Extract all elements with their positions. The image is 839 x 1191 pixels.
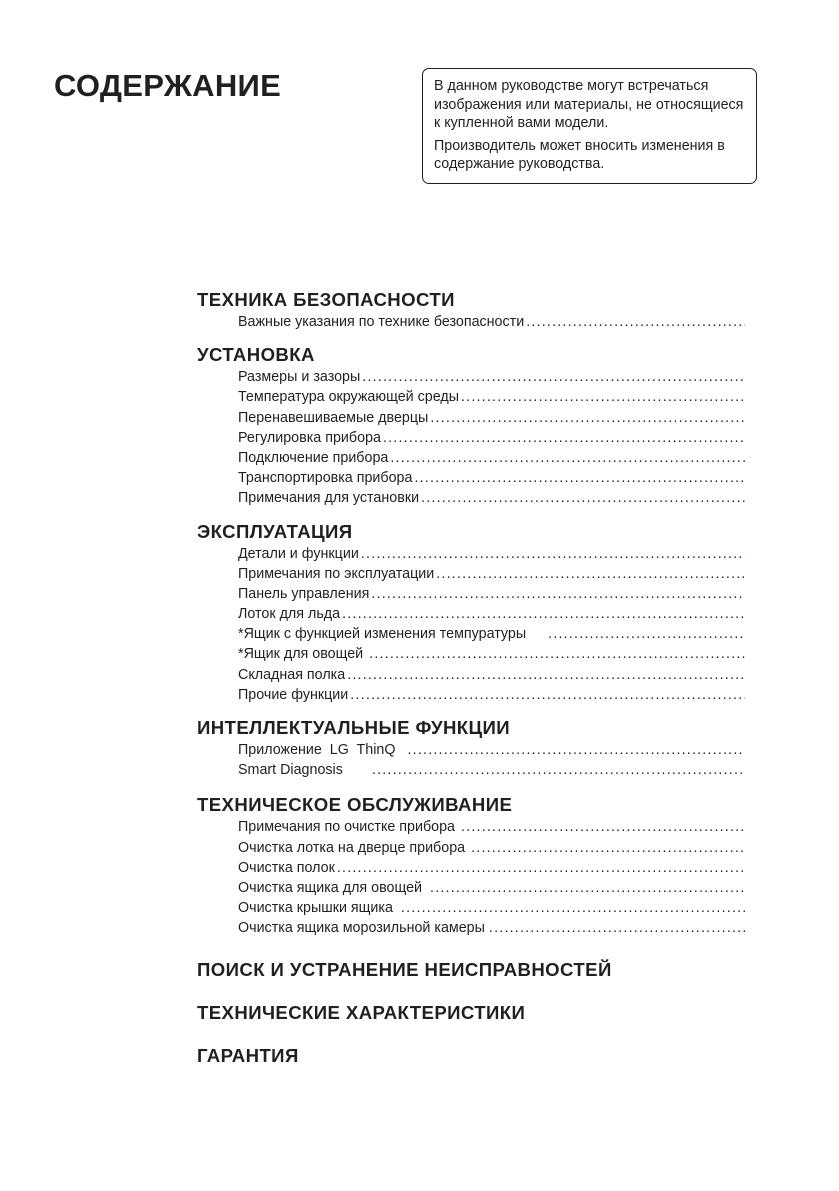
notice-paragraph-changes: Производитель может вносить изменения в содержание руководства. xyxy=(434,137,725,172)
toc-section-maintenance xyxy=(197,793,745,938)
dot-leader xyxy=(421,488,745,508)
dot-leader xyxy=(408,740,746,760)
toc-item[interactable] xyxy=(238,760,745,780)
toc-item[interactable] xyxy=(238,665,745,685)
toc-item[interactable] xyxy=(238,312,745,332)
toc-section-title[interactable]: УСТАНОВКА xyxy=(197,344,315,366)
notice-paragraph-images: В данном руководстве могут встречаться изображения или материалы, не относящиеся к купленной вами модели. xyxy=(434,78,744,131)
toc-section-title[interactable]: ЭКСПЛУАТАЦИЯ xyxy=(197,520,353,542)
dot-leader xyxy=(361,544,745,564)
toc-section-title[interactable]: ИНТЕЛЛЕКТУАЛЬНЫЕ ФУНКЦИИ xyxy=(197,717,511,738)
toc-section-smart-functions xyxy=(197,716,745,780)
dot-leader xyxy=(461,387,745,407)
table-of-contents xyxy=(197,288,745,1068)
toc-item-label: Подключение прибора xyxy=(238,449,389,466)
toc-item[interactable] xyxy=(238,367,745,387)
toc-item[interactable] xyxy=(238,564,745,584)
dot-leader xyxy=(347,665,745,685)
toc-section-title[interactable]: ГАРАНТИЯ xyxy=(197,1044,299,1066)
toc-item-list xyxy=(197,740,745,780)
toc-item[interactable] xyxy=(238,817,745,837)
dot-leader xyxy=(383,428,745,448)
dot-leader xyxy=(489,918,745,938)
toc-section-title[interactable]: ТЕХНИКА БЕЗОПАСНОСТИ xyxy=(197,289,455,310)
toc-section-safety xyxy=(197,288,745,332)
toc-item[interactable] xyxy=(238,858,745,878)
toc-item-label: Размеры и зазоры xyxy=(238,369,361,386)
toc-item[interactable] xyxy=(238,544,745,564)
toc-section-title[interactable]: ТЕХНИЧЕСКОЕ ОБСЛУЖИВАНИЕ xyxy=(197,794,513,816)
toc-item-label: Лоток для льда xyxy=(238,606,341,623)
toc-item[interactable] xyxy=(238,604,745,624)
toc-item-label: Очистка лотка на дверце прибора xyxy=(238,839,466,856)
toc-item-label: Важные указания по технике безопасности xyxy=(238,314,525,330)
toc-section-title[interactable]: ПОИСК И УСТРАНЕНИЕ НЕИСПРАВНОСТЕЙ xyxy=(197,958,612,980)
toc-item[interactable] xyxy=(238,428,745,448)
dot-leader xyxy=(342,604,745,624)
toc-item[interactable] xyxy=(238,584,745,604)
toc-item[interactable] xyxy=(238,878,745,898)
toc-item-label: Приложение LG ThinQ xyxy=(238,742,396,758)
dot-leader xyxy=(471,838,745,858)
dot-leader xyxy=(548,624,745,644)
toc-item-label: *Ящик с функцией изменения темпуратуры xyxy=(238,626,527,643)
dot-leader xyxy=(372,760,745,780)
model-disclaimer-notice xyxy=(422,68,757,184)
toc-item-label: Примечания по эксплуатации xyxy=(238,565,435,582)
toc-item[interactable] xyxy=(238,918,745,938)
toc-item-label: Прочие функции xyxy=(238,686,349,703)
toc-item-label: Очистка ящика морозильной камеры xyxy=(238,920,485,937)
dot-leader xyxy=(337,858,745,878)
dot-leader xyxy=(430,878,745,898)
toc-item[interactable] xyxy=(238,448,745,468)
dot-leader xyxy=(390,448,745,468)
dot-leader xyxy=(430,408,745,428)
toc-item[interactable] xyxy=(238,408,745,428)
toc-item-label: Smart Diagnosis xyxy=(238,762,343,779)
toc-section-specifications xyxy=(197,1001,745,1025)
toc-item[interactable] xyxy=(238,624,745,644)
toc-item-label: Детали и функции xyxy=(238,545,359,562)
toc-item-label: Перенавешиваемые дверцы xyxy=(238,409,429,426)
toc-item[interactable] xyxy=(238,488,745,508)
toc-item[interactable] xyxy=(238,644,745,664)
toc-item-label: Температура окружающей среды xyxy=(238,389,459,406)
toc-item-list xyxy=(197,817,745,938)
dot-leader xyxy=(362,367,745,387)
toc-item-label: Складная полка xyxy=(238,666,346,683)
toc-item-label: Примечания для установки xyxy=(238,490,420,507)
dot-leader xyxy=(414,468,745,488)
toc-section-warranty xyxy=(197,1044,745,1068)
dot-leader xyxy=(436,564,745,584)
toc-section-title[interactable]: ТЕХНИЧЕСКИЕ ХАРАКТЕРИСТИКИ xyxy=(197,1001,526,1023)
toc-item-label: Примечания по очистке прибора xyxy=(238,819,456,836)
toc-item-list xyxy=(197,367,745,508)
dot-leader xyxy=(350,685,745,705)
toc-item-label: Транспортировка прибора xyxy=(238,470,413,487)
dot-leader xyxy=(401,898,745,918)
toc-item-label: Очистка крышки ящика xyxy=(238,900,393,917)
dot-leader xyxy=(371,584,745,604)
toc-section-troubleshooting xyxy=(197,958,745,982)
toc-item[interactable] xyxy=(238,685,745,705)
toc-item[interactable] xyxy=(238,468,745,488)
toc-item-label: Очистка ящика для овощей xyxy=(238,879,423,896)
toc-section-installation xyxy=(197,343,745,508)
dot-leader xyxy=(461,817,745,837)
toc-item-label: *Ящик для овощей xyxy=(238,646,364,663)
dot-leader xyxy=(369,644,745,664)
toc-item-label: Очистка полок xyxy=(238,859,335,876)
toc-item-label: Регулировка прибора xyxy=(238,429,381,446)
page-title: СОДЕРЖАНИЕ xyxy=(54,68,282,103)
toc-item-list xyxy=(197,312,745,332)
toc-item-list xyxy=(197,544,745,706)
toc-item[interactable] xyxy=(238,898,745,918)
toc-item[interactable] xyxy=(238,740,745,760)
toc-item[interactable] xyxy=(238,387,745,407)
toc-item[interactable] xyxy=(238,838,745,858)
dot-leader xyxy=(526,312,745,332)
toc-section-operation xyxy=(197,520,745,706)
toc-item-label: Панель управления xyxy=(238,585,370,602)
